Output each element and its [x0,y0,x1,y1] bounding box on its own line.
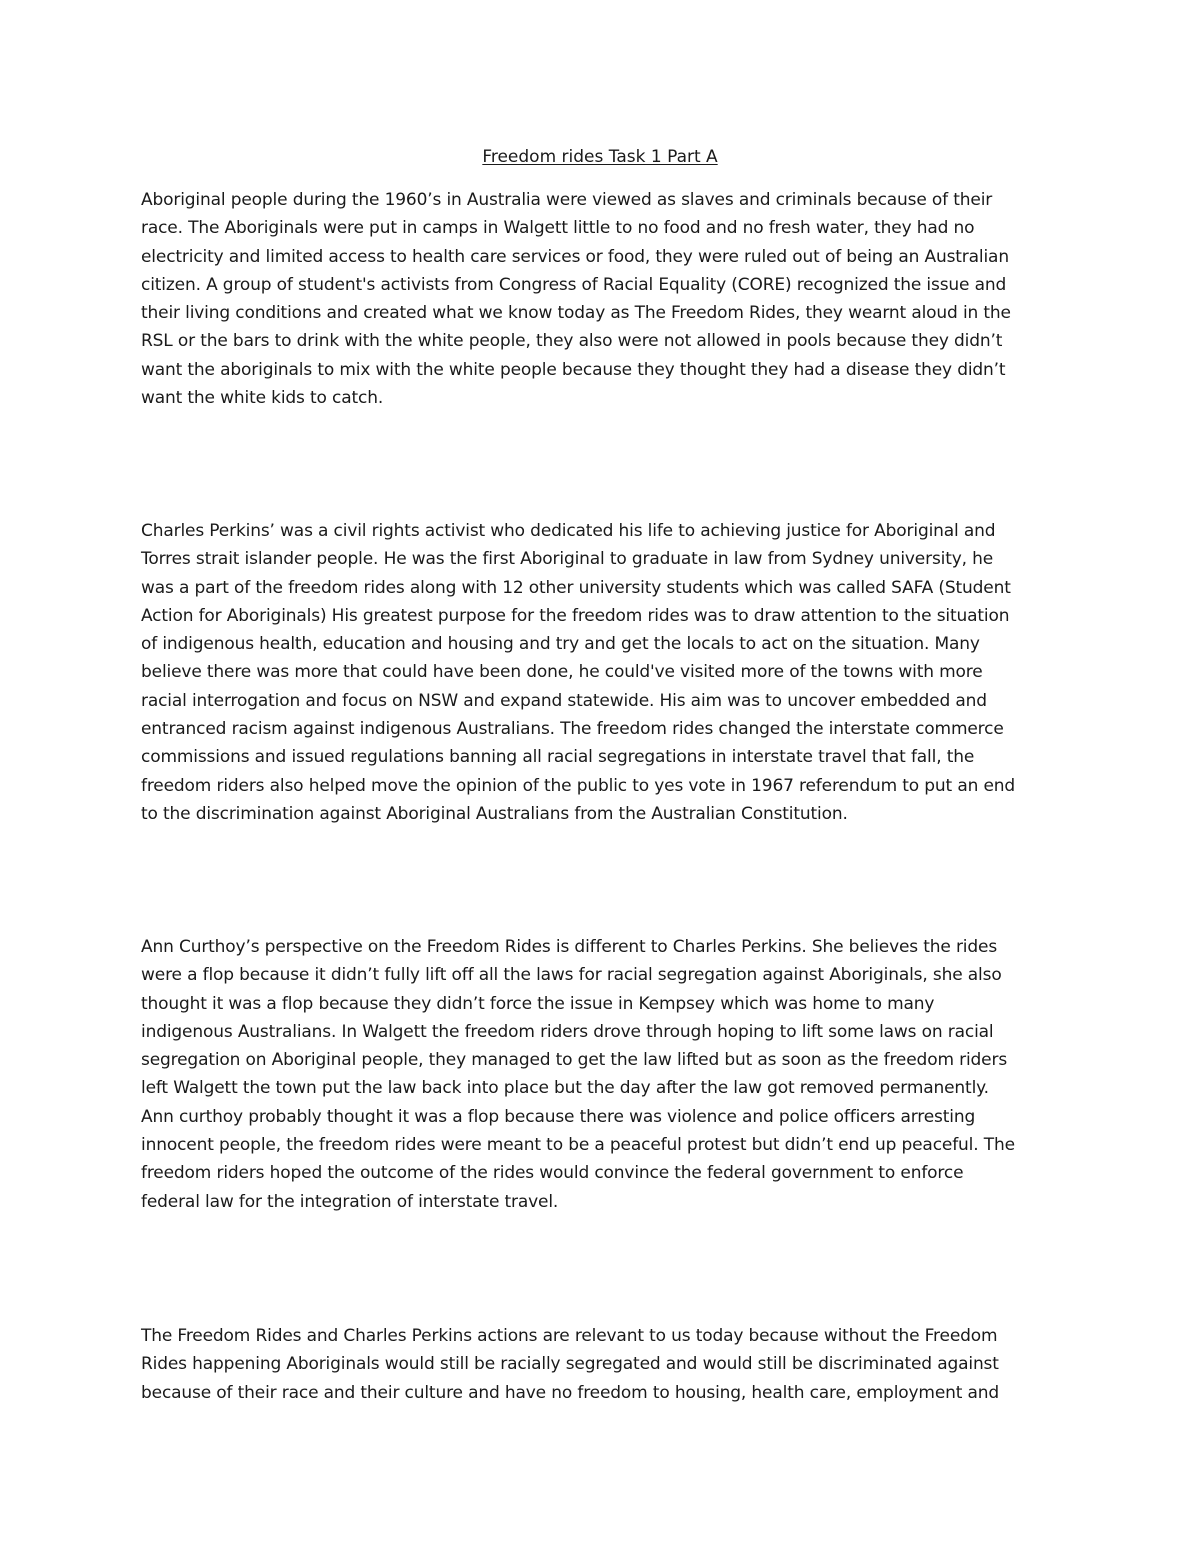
paragraph-line: of indigenous health, education and housing and try and get the locals to act on the situation. Many [141,634,980,655]
paragraph-line: believe there was more that could have been done, he could've visited more of the towns with more [141,662,983,683]
paragraph-line: to the discrimination against Aboriginal Australians from the Australian Constitution. [141,803,848,824]
paragraph-line: Rides happening Aboriginals would still be racially segregated and would still be discriminated against [141,1354,999,1375]
paragraph-line: indigenous Australians. In Walgett the freedom riders drove through hoping to lift some laws on racial [141,1021,994,1042]
paragraph-relevance-today [141,1322,1061,1407]
paragraph-line: electricity and limited access to health care services or food, they were ruled out of being an Australian [141,246,1009,267]
paragraph-line: was a part of the freedom rides along with 12 other university students which was called SAFA (Student [141,577,1011,598]
paragraph-line: RSL or the bars to drink with the white people, they also were not allowed in pools because they didn’t [141,331,1003,352]
document-title: Freedom rides Task 1 Part A [482,147,718,167]
paragraph-line: want the aboriginals to mix with the white people because they thought they had a disease they didn’t [141,359,1006,380]
paragraph-line: commissions and issued regulations banning all racial segregations in interstate travel that fall, the [141,747,975,768]
paragraph-line: freedom riders hoped the outcome of the rides would convince the federal government to enforce [141,1163,964,1184]
paragraph-line: Ann Curthoy’s perspective on the Freedom Rides is different to Charles Perkins. She believes the rides [141,937,998,957]
paragraph-line: racial interrogation and focus on NSW and expand statewide. His aim was to uncover embedded and [141,690,987,711]
paragraph-line: segregation on Aboriginal people, they managed to get the law lifted but as soon as the freedom riders [141,1050,1008,1071]
paragraph-line: federal law for the integration of interstate travel. [141,1191,559,1212]
paragraph-line: Aboriginal people during the 1960’s in Australia were viewed as slaves and criminals because of their [141,190,993,210]
paragraph-charles-perkins [141,517,1061,828]
paragraph-line: Torres strait islander people. He was the first Aboriginal to graduate in law from Sydney university, he [141,549,994,570]
paragraph-line: thought it was a flop because they didn’t force the issue in Kempsey which was home to many [141,993,935,1014]
paragraph-line: race. The Aboriginals were put in camps in Walgett little to no food and no fresh water, they had no [141,218,975,239]
paragraph-line: freedom riders also helped move the opinion of the public to yes vote in 1967 referendum to put an end [141,775,1016,796]
paragraph-aboriginal-conditions [141,186,1061,412]
paragraph-line: entranced racism against indigenous Australians. The freedom rides changed the interstate commerce [141,719,1004,740]
paragraph-line: Ann curthoy probably thought it was a flop because there was violence and police officers arresting [141,1106,976,1127]
paragraph-line: Action for Aboriginals) His greatest purpose for the freedom rides was to draw attention to the situation [141,605,1010,626]
paragraph-line: left Walgett the town put the law back into place but the day after the law got removed permanently. [141,1078,989,1099]
paragraph-line: citizen. A group of student's activists from Congress of Racial Equality (CORE) recognized the issue and [141,274,1007,295]
paragraph-line: innocent people, the freedom rides were meant to be a peaceful protest but didn’t end up peaceful. The [141,1135,1015,1156]
paragraph-line: their living conditions and created what we know today as The Freedom Rides, they wearnt aloud in the [141,303,1011,324]
paragraph-line: because of their race and their culture and have no freedom to housing, health care, employment and [141,1382,1000,1403]
paragraph-line: were a flop because it didn’t fully lift off all the laws for racial segregation against Aboriginals, she also [141,965,1002,986]
paragraph-line: The Freedom Rides and Charles Perkins actions are relevant to us today because without the Freedom [141,1326,998,1346]
paragraph-ann-curthoy [141,933,1061,1216]
paragraph-line: want the white kids to catch. [141,388,384,409]
paragraph-line: Charles Perkins’ was a civil rights activist who dedicated his life to achieving justice for Aboriginal and [141,521,996,541]
